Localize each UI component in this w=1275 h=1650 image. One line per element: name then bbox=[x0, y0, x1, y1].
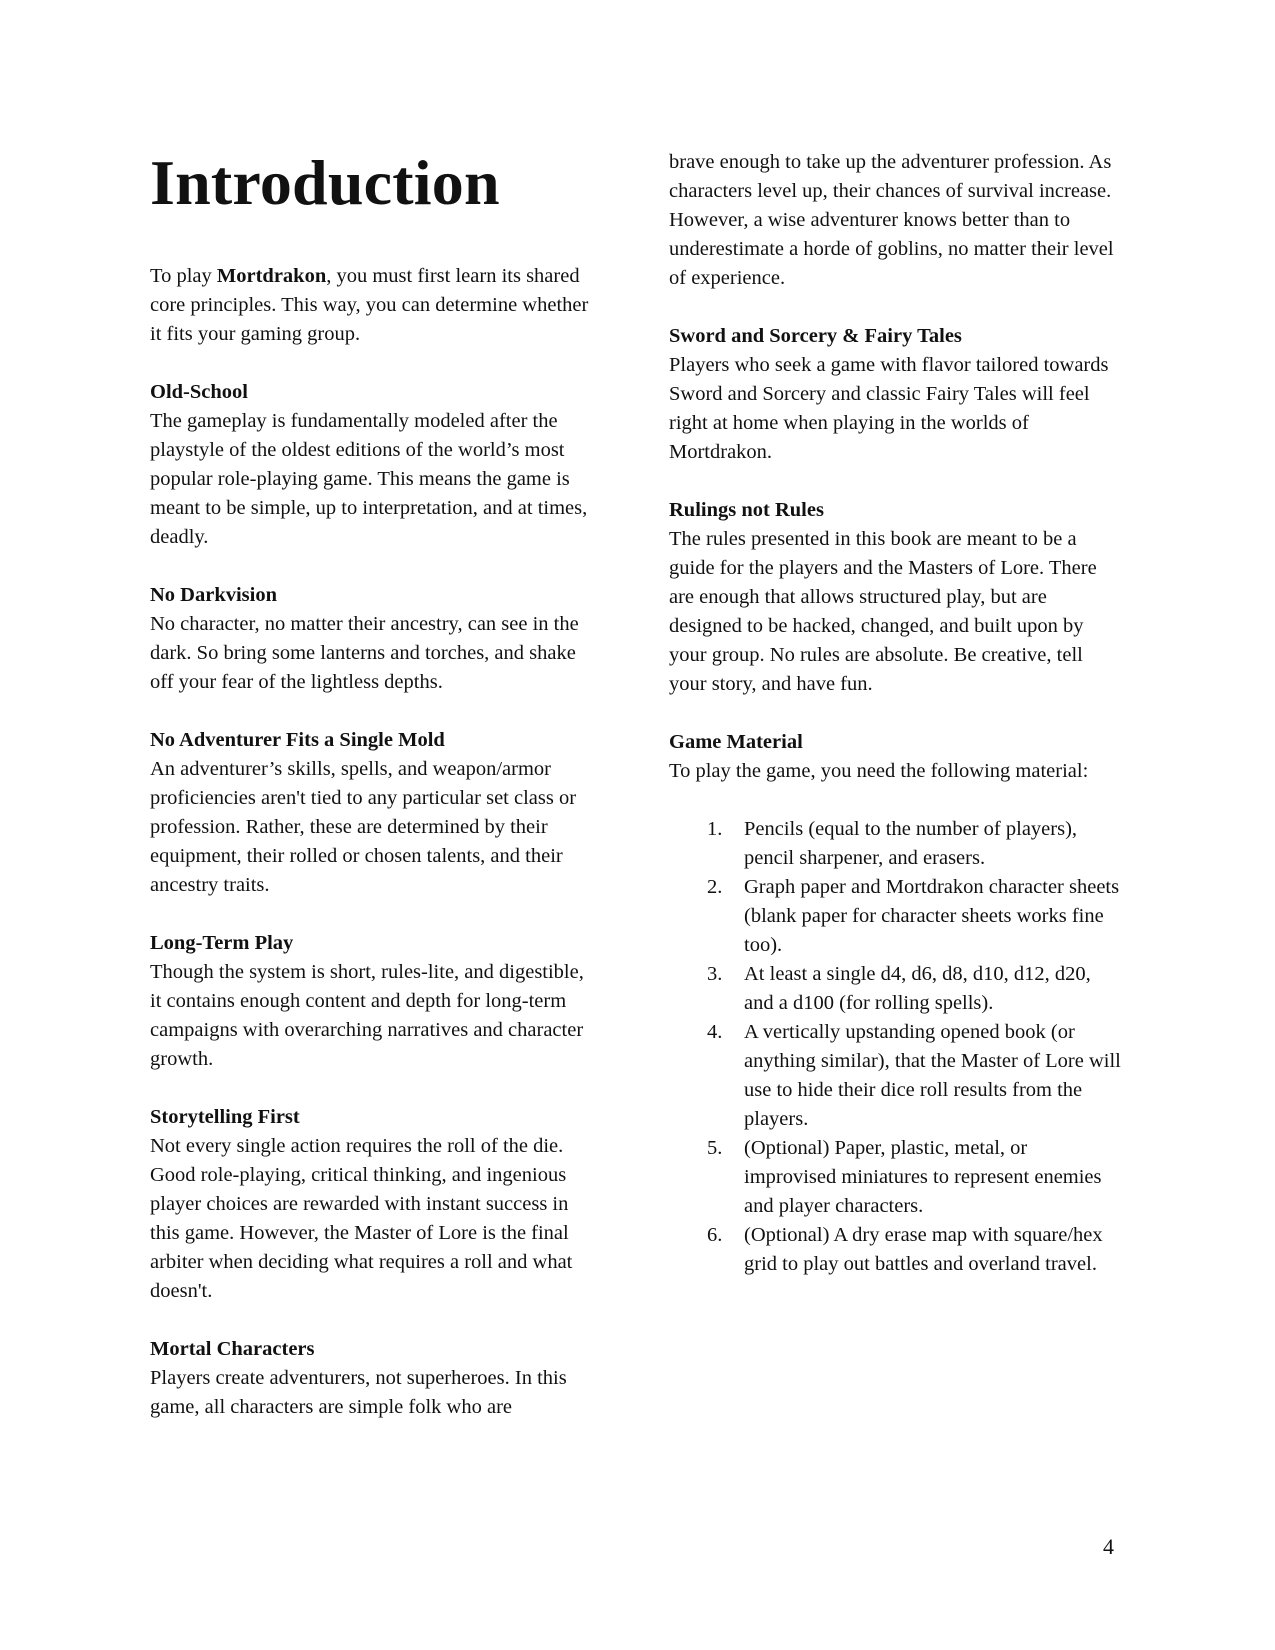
list-number: 5. bbox=[707, 1137, 723, 1159]
list-item-text: A vertically upstanding opened book (or anything similar), that the Master of Lore will use to hide their dice roll results from the players. bbox=[744, 1021, 1121, 1130]
section-body: An adventurer’s skills, spells, and weapon/armor proficiencies aren't tied to any particular set class or profession. Rather, these are determined by their equipment, their rolled or chosen talents, and their ancestry traits. bbox=[150, 758, 577, 896]
left-column bbox=[150, 148, 600, 1451]
section-heading: Rulings not Rules bbox=[669, 499, 824, 521]
right-column bbox=[669, 148, 1121, 1279]
page-title: Introduction bbox=[150, 147, 500, 218]
section-body: The gameplay is fundamentally modeled after the playstyle of the oldest editions of the world’s most popular role-playing game. This means the game is meant to be simple, up to interpretation, and at times, deadly. bbox=[150, 410, 588, 548]
list-number: 4. bbox=[707, 1021, 723, 1043]
list-item-text: At least a single d4, d6, d8, d10, d12, d20, and a d100 (for rolling spells). bbox=[744, 963, 1091, 1014]
intro-text-after: , you must first learn its shared core principles. This way, you can determine whether it fits your gaming group. bbox=[150, 265, 589, 345]
section-heading: Storytelling First bbox=[150, 1106, 300, 1128]
list-number: 1. bbox=[707, 818, 723, 840]
section-body: The rules presented in this book are meant to be a guide for the players and the Masters of Lore. There are enough that allows structured play, but are designed to be hacked, changed, and built upon by your group. No rules are absolute. Be creative, tell your story, and have fun. bbox=[669, 528, 1097, 695]
list-number: 6. bbox=[707, 1224, 723, 1246]
list-item-text: Pencils (equal to the number of players), pencil sharpener, and erasers. bbox=[744, 818, 1078, 869]
section-old-school bbox=[150, 378, 600, 552]
section-body: No character, no matter their ancestry, can see in the dark. So bring some lanterns and torches, and shake off your fear of the lightless depths. bbox=[150, 613, 579, 693]
section-game-material bbox=[669, 728, 1121, 786]
list-item-text: (Optional) A dry erase map with square/hex grid to play out battles and overland travel. bbox=[744, 1224, 1103, 1275]
list-item bbox=[669, 960, 1121, 1018]
list-item bbox=[669, 1018, 1121, 1134]
section-rulings-not-rules bbox=[669, 496, 1121, 699]
section-heading: No Adventurer Fits a Single Mold bbox=[150, 729, 445, 751]
section-body: Players create adventurers, not superheroes. In this game, all characters are simple folk who are bbox=[150, 1367, 567, 1418]
list-item bbox=[669, 1221, 1121, 1279]
materials-list bbox=[669, 815, 1121, 1279]
section-long-term-play bbox=[150, 929, 600, 1074]
list-item-text: Graph paper and Mortdrakon character sheets (blank paper for character sheets works fine too). bbox=[744, 876, 1120, 956]
list-item bbox=[669, 815, 1121, 873]
section-body: Not every single action requires the roll of the die. Good role-playing, critical thinking, and ingenious player choices are rewarded with instant success in this game. However, the Master of Lore is the final arbiter when deciding what requires a roll and what doesn't. bbox=[150, 1135, 573, 1302]
section-body: Players who seek a game with flavor tailored towards Sword and Sorcery and classic Fairy Tales will feel right at home when playing in the worlds of Mortdrakon. bbox=[669, 354, 1109, 463]
section-heading: No Darkvision bbox=[150, 584, 278, 606]
section-heading: Sword and Sorcery & Fairy Tales bbox=[669, 325, 962, 347]
section-no-darkvision bbox=[150, 581, 600, 697]
list-item bbox=[669, 1134, 1121, 1221]
section-no-single-mold bbox=[150, 726, 600, 900]
page-number: 4 bbox=[1103, 1534, 1114, 1559]
section-sword-and-sorcery bbox=[669, 322, 1121, 467]
section-body: Though the system is short, rules-lite, and digestible, it contains enough content and depth for long-term campaigns with overarching narratives and character growth. bbox=[150, 961, 584, 1070]
section-heading: Old-School bbox=[150, 381, 248, 403]
intro-text-before: To play bbox=[150, 265, 217, 287]
game-name: Mortdrakon bbox=[216, 265, 327, 287]
section-storytelling-first bbox=[150, 1103, 600, 1306]
list-number: 2. bbox=[707, 876, 723, 898]
list-item-text: (Optional) Paper, plastic, metal, or improvised miniatures to represent enemies and player characters. bbox=[744, 1137, 1102, 1217]
list-item bbox=[669, 873, 1121, 960]
section-heading: Game Material bbox=[669, 731, 803, 753]
continuation-paragraph: brave enough to take up the adventurer profession. As characters level up, their chances of survival increase. However, a wise adventurer knows better than to underestimate a horde of goblins, no matter their level of experience. bbox=[669, 151, 1114, 289]
list-number: 3. bbox=[707, 963, 723, 985]
section-heading: Mortal Characters bbox=[150, 1338, 315, 1360]
intro-paragraph bbox=[150, 262, 600, 349]
section-body: To play the game, you need the following material: bbox=[669, 760, 1089, 782]
section-heading: Long-Term Play bbox=[150, 932, 294, 954]
section-mortal-characters bbox=[150, 1335, 600, 1422]
